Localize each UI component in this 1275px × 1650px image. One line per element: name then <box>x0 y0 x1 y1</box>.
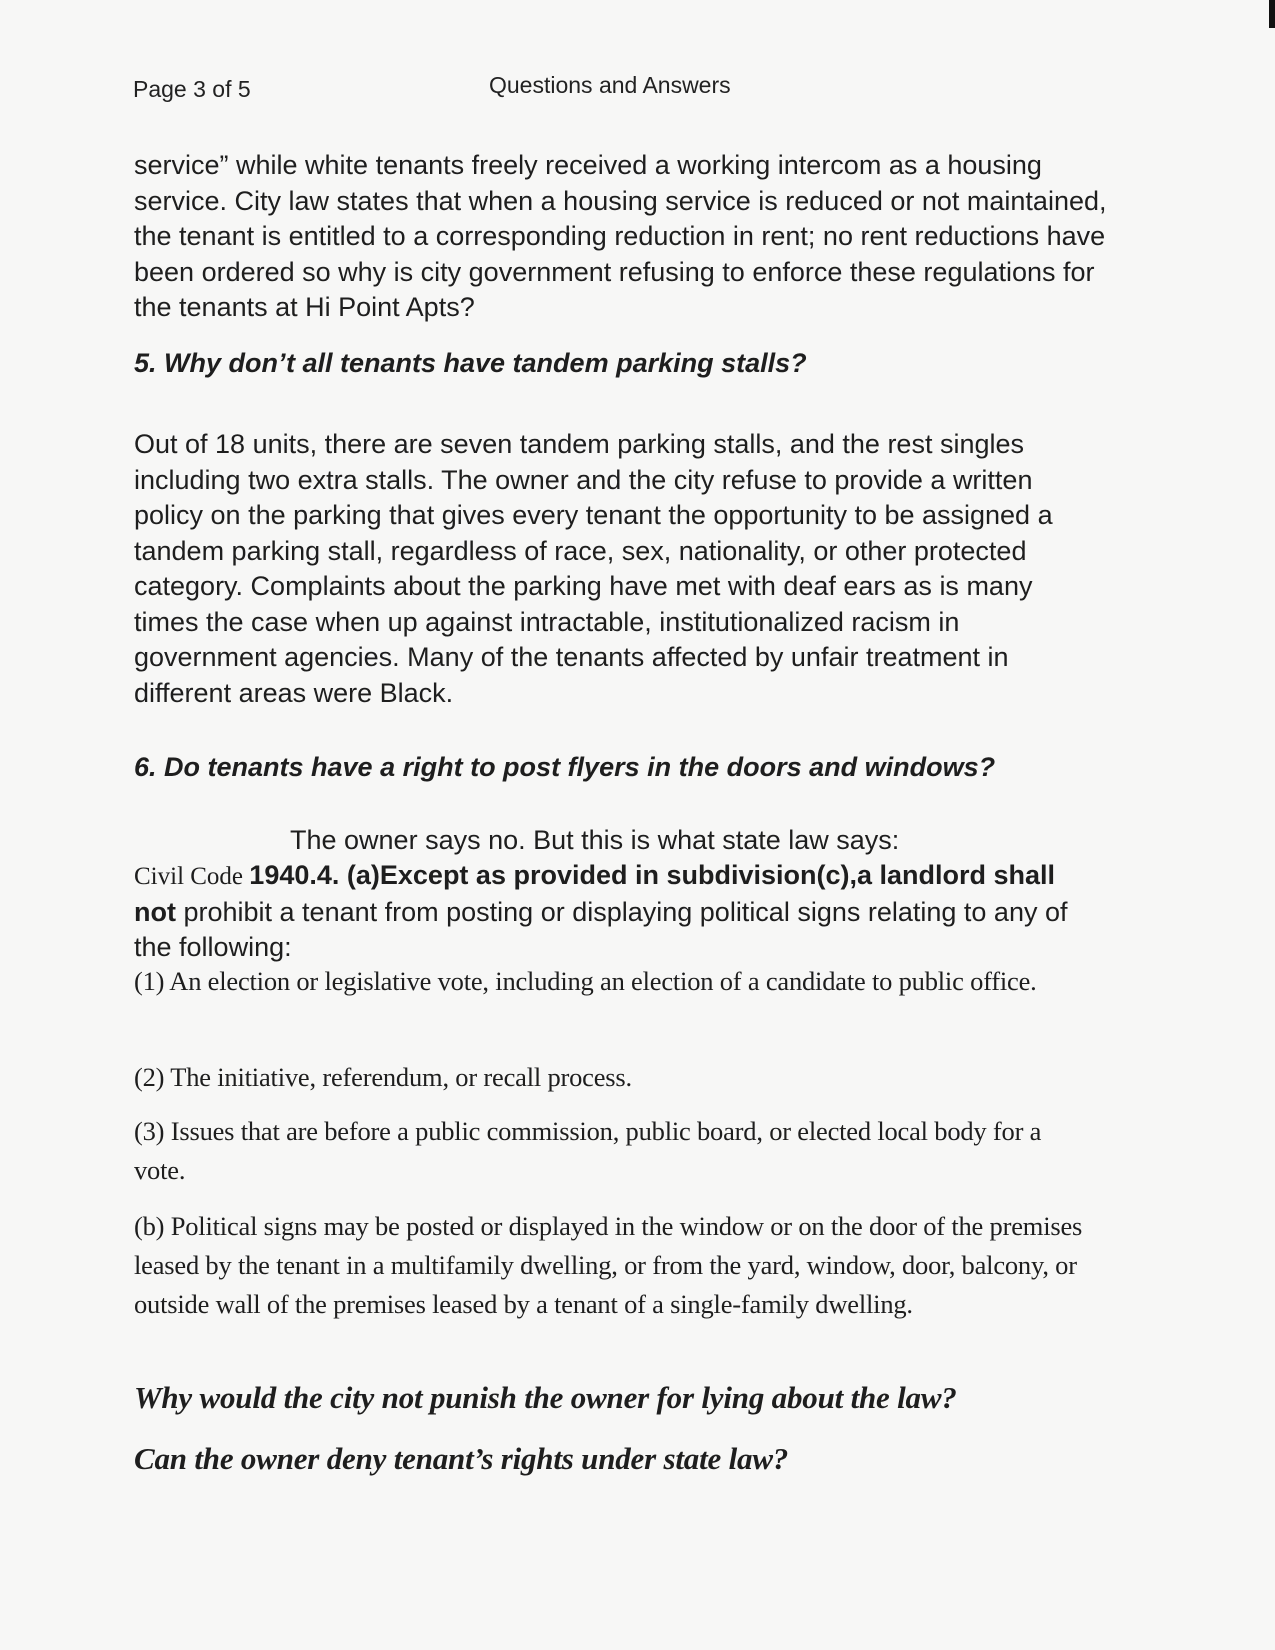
civil-code-rest: prohibit a tenant from posting or displaying political signs relating to any of the following: <box>134 896 1068 962</box>
question-5-heading: 5. Why don’t all tenants have tandem parking stalls? <box>134 348 807 378</box>
civil-code-item-3: (3) Issues that are before a public commission, public board, or elected local body for a vote. <box>134 1116 1042 1185</box>
civil-code-bold-clause: 1940.4. (a)Except as provided in subdivision(c),a landlord shall not <box>134 860 1056 927</box>
question-6-intro: The owner says no. But this is what state law says: <box>290 825 900 855</box>
civil-code-item-b: (b) Political signs may be posted or displayed in the window or on the door of the premises leased by the tenant in a multifamily dwelling, or from the yard, window, door, balcony, or outside wall of the premises leased by a tenant of a single-family dwelling. <box>134 1211 1083 1319</box>
question-5-answer: Out of 18 units, there are seven tandem parking stalls, and the rest singles including two extra stalls. The owner and the city refuse to provide a written policy on the parking that gives every tenant the opportunity to be assigned a tandem parking stall, regardless of race, sex, nationality, or other protected category. Complaints about the parking have met with deaf ears as is many times the case when up against intractable, institutionalized racism in government agencies. Many of the tenants affected by unfair treatment in different areas were Black. <box>134 429 1053 708</box>
closing-question-2: Can the owner deny tenant’s rights under state law? <box>134 1441 789 1476</box>
closing-question-1: Why would the city not punish the owner for lying about the law? <box>134 1380 957 1415</box>
question-6-heading: 6. Do tenants have a right to post flyers in the doors and windows? <box>134 752 996 782</box>
civil-code-label: Civil Code <box>134 863 250 890</box>
civil-code-item-2: (2) The initiative, referendum, or recall process. <box>134 1062 632 1092</box>
civil-code-item-1: (1) An election or legislative vote, including an election of a candidate to public office. <box>134 966 1037 996</box>
civil-code-excerpt <box>134 858 1104 966</box>
document-title: Questions and Answers <box>489 72 731 98</box>
continuation-paragraph: service” while white tenants freely received a working intercom as a housing service. City law states that when a housing service is reduced or not maintained, the tenant is entitled to a corresponding reduction in rent; no rent reductions have been ordered so why is city government refusing to enforce these regulations for the tenants at Hi Point Apts? <box>134 150 1107 322</box>
scan-edge-mark <box>1269 0 1275 28</box>
page-number: Page 3 of 5 <box>133 76 251 102</box>
